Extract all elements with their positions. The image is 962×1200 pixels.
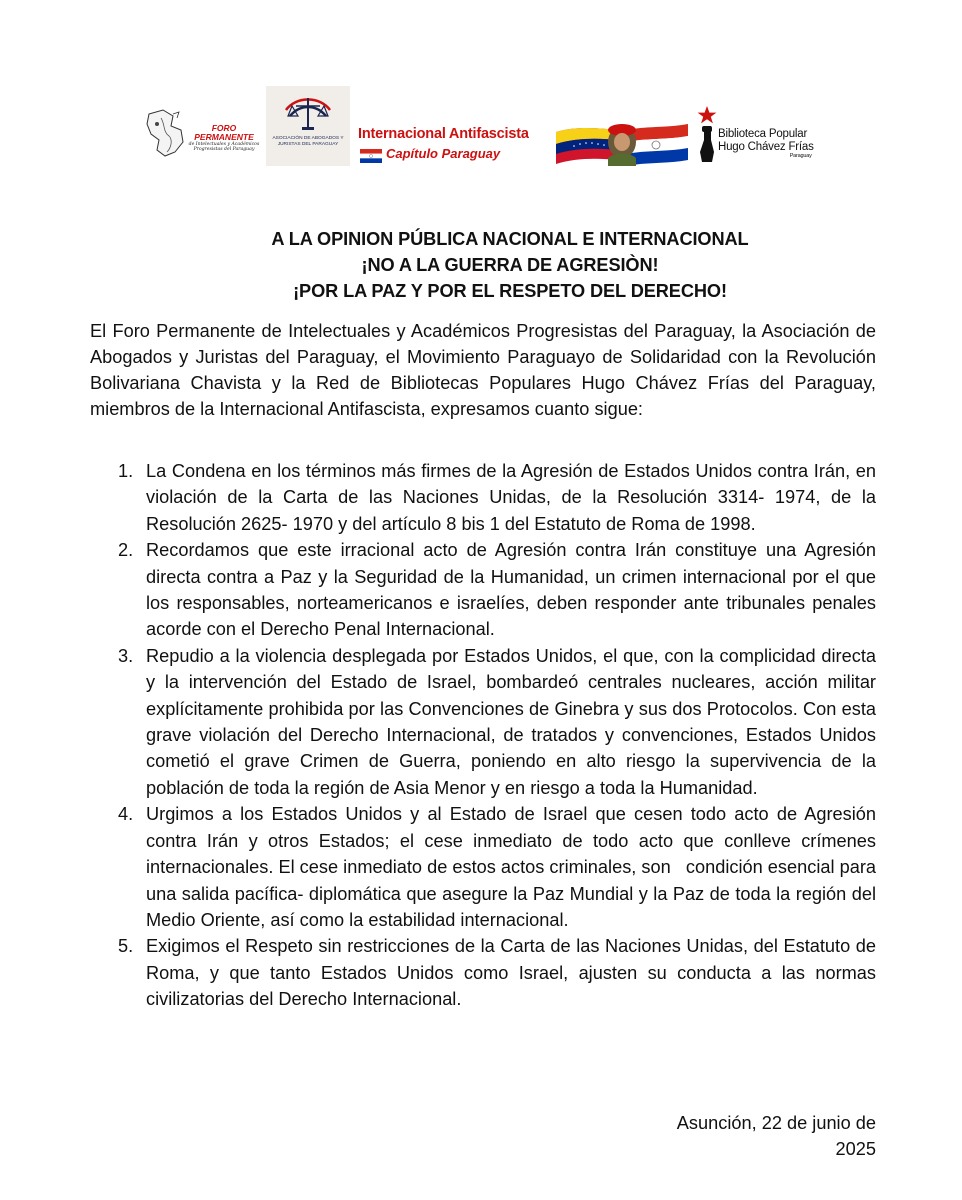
document-heading [0, 226, 962, 304]
list-item-number: 5. [118, 936, 134, 957]
paraguay-flag-icon [360, 149, 382, 163]
heading-line-2: ¡NO A LA GUERRA DE AGRESIÒN! [361, 255, 659, 275]
biblioteca-popular-logo [696, 104, 816, 174]
asociacion-abogados-logo [266, 86, 350, 166]
list-item [90, 801, 882, 933]
list-item-text: Recordamos que este irracional acto de Agresión contra Irán constituye una Agresión directa contra a Paz y la Seguridad de la Humanidad, un crimen internacional por el que los responsables, norteamericanos e israelíes, deben responder ante tribunales penales acorde con el Derecho Penal Internacional. [146, 540, 876, 640]
list-item [90, 458, 876, 537]
internacional-antifascista-logo [356, 128, 542, 168]
list-item-number: 4. [118, 804, 134, 825]
list-item-text: Repudio a la violencia desplegada por Estados Unidos, el que, con la complicidad directa y la intervención del Estado de Israel, bombardeó centrales nucleares, acción militar explícitamente prohibida por las Convenciones de Ginebra y sus dos Protocolos. Con esta grave violación del Derecho Internacional, de tratados y convenciones, Estados Unidos cometió el grave Crimen de Guerra, poniendo en alto riesgo la supervivencia de la población de toda la región de Asia Menor y en riesgo a toda la Humanidad. [146, 645, 876, 798]
foro-permanente-logo [143, 104, 263, 162]
venezuela-paraguay-flags-icon [556, 120, 688, 166]
bib-logo-line-1: Biblioteca Popular [718, 128, 808, 140]
place-and-date [576, 1110, 876, 1162]
bib-logo-line-2: Hugo Chávez Frías [718, 141, 814, 154]
list-item-text: La Condena en los términos más firmes de la Agresión de Estados Unidos contra Irán, en violación de la Carta de las Naciones Unidas, de la Resolución 3314- 1974, de la Resolución 2625- 1970 y del artículo 8 bis 1 del Estatuto de Roma de 1998. [146, 461, 876, 534]
list-item [90, 537, 876, 643]
foro-logo-subtitle: de Intelectuales y Académicos Progresistas del Paraguay [188, 142, 260, 152]
date-year: 2025 [835, 1139, 876, 1159]
ia-logo-title: Internacional Antifascista [358, 126, 529, 142]
list-item-number: 3. [118, 645, 134, 666]
list-item-number: 2. [118, 540, 134, 561]
place-date-line: Asunción, 22 de junio de [676, 1113, 876, 1133]
declaration-points-list [90, 458, 882, 1013]
list-item-number: 1. [118, 461, 134, 481]
list-item-text: Exigimos el Respeto sin restricciones de la Carta de las Naciones Unidas, del Estatuto de Roma, y que tanto Estados Unidos como Israel, ajusten su conducta a las normas civilizatorias del Derecho Internacional. [146, 936, 876, 1010]
list-item-text: Urgimos a los Estados Unidos y al Estado de Israel que cesen todo acto de Agresión contra Irán y otros Estados; el cese inmediato de todo acto que conlleve crímenes internacionales. El cese inmediato de estos actos criminales, son condición esencial para una salida pacífica- diplomática que asegure la Paz Mundial y la Paz de toda la región del Medio Oriente, así como la estabilidad internacional. [146, 804, 882, 930]
aajp-logo-text: ASOCIACIÓN DE ABOGADOS Y JURISTAS DEL PARAGUAY [272, 136, 344, 147]
ia-logo-subtitle: Capítulo Paraguay [386, 146, 501, 161]
logo-strip [0, 82, 962, 182]
list-item [90, 643, 876, 801]
venezuela-paraguay-flags-logo [556, 120, 688, 166]
list-item [90, 933, 876, 1012]
red-star-fist-icon [696, 104, 718, 162]
heading-line-3: ¡POR LA PAZ Y POR EL RESPETO DEL DERECHO! [293, 281, 727, 301]
intro-paragraph: El Foro Permanente de Intelectuales y Académicos Progresistas del Paraguay, la Asociación de Abogados y Juristas del Paraguay, el Movimiento Paraguayo de Solidaridad con la Revolución Bolivariana Chavista y la Red de Bibliotecas Populares Hugo Chávez Frías del Paraguay, miembros de la Internacional Antifascista, expresamos cuanto sigue: [90, 321, 876, 419]
heading-line-1: A LA OPINION PÚBLICA NACIONAL E INTERNACIONAL [271, 229, 749, 249]
bib-logo-country: Paraguay [789, 153, 812, 160]
scales-of-justice-icon [282, 92, 334, 132]
foro-logo-title: FORO PERMANENTE [194, 123, 254, 142]
paraguay-map-icon [143, 108, 187, 160]
